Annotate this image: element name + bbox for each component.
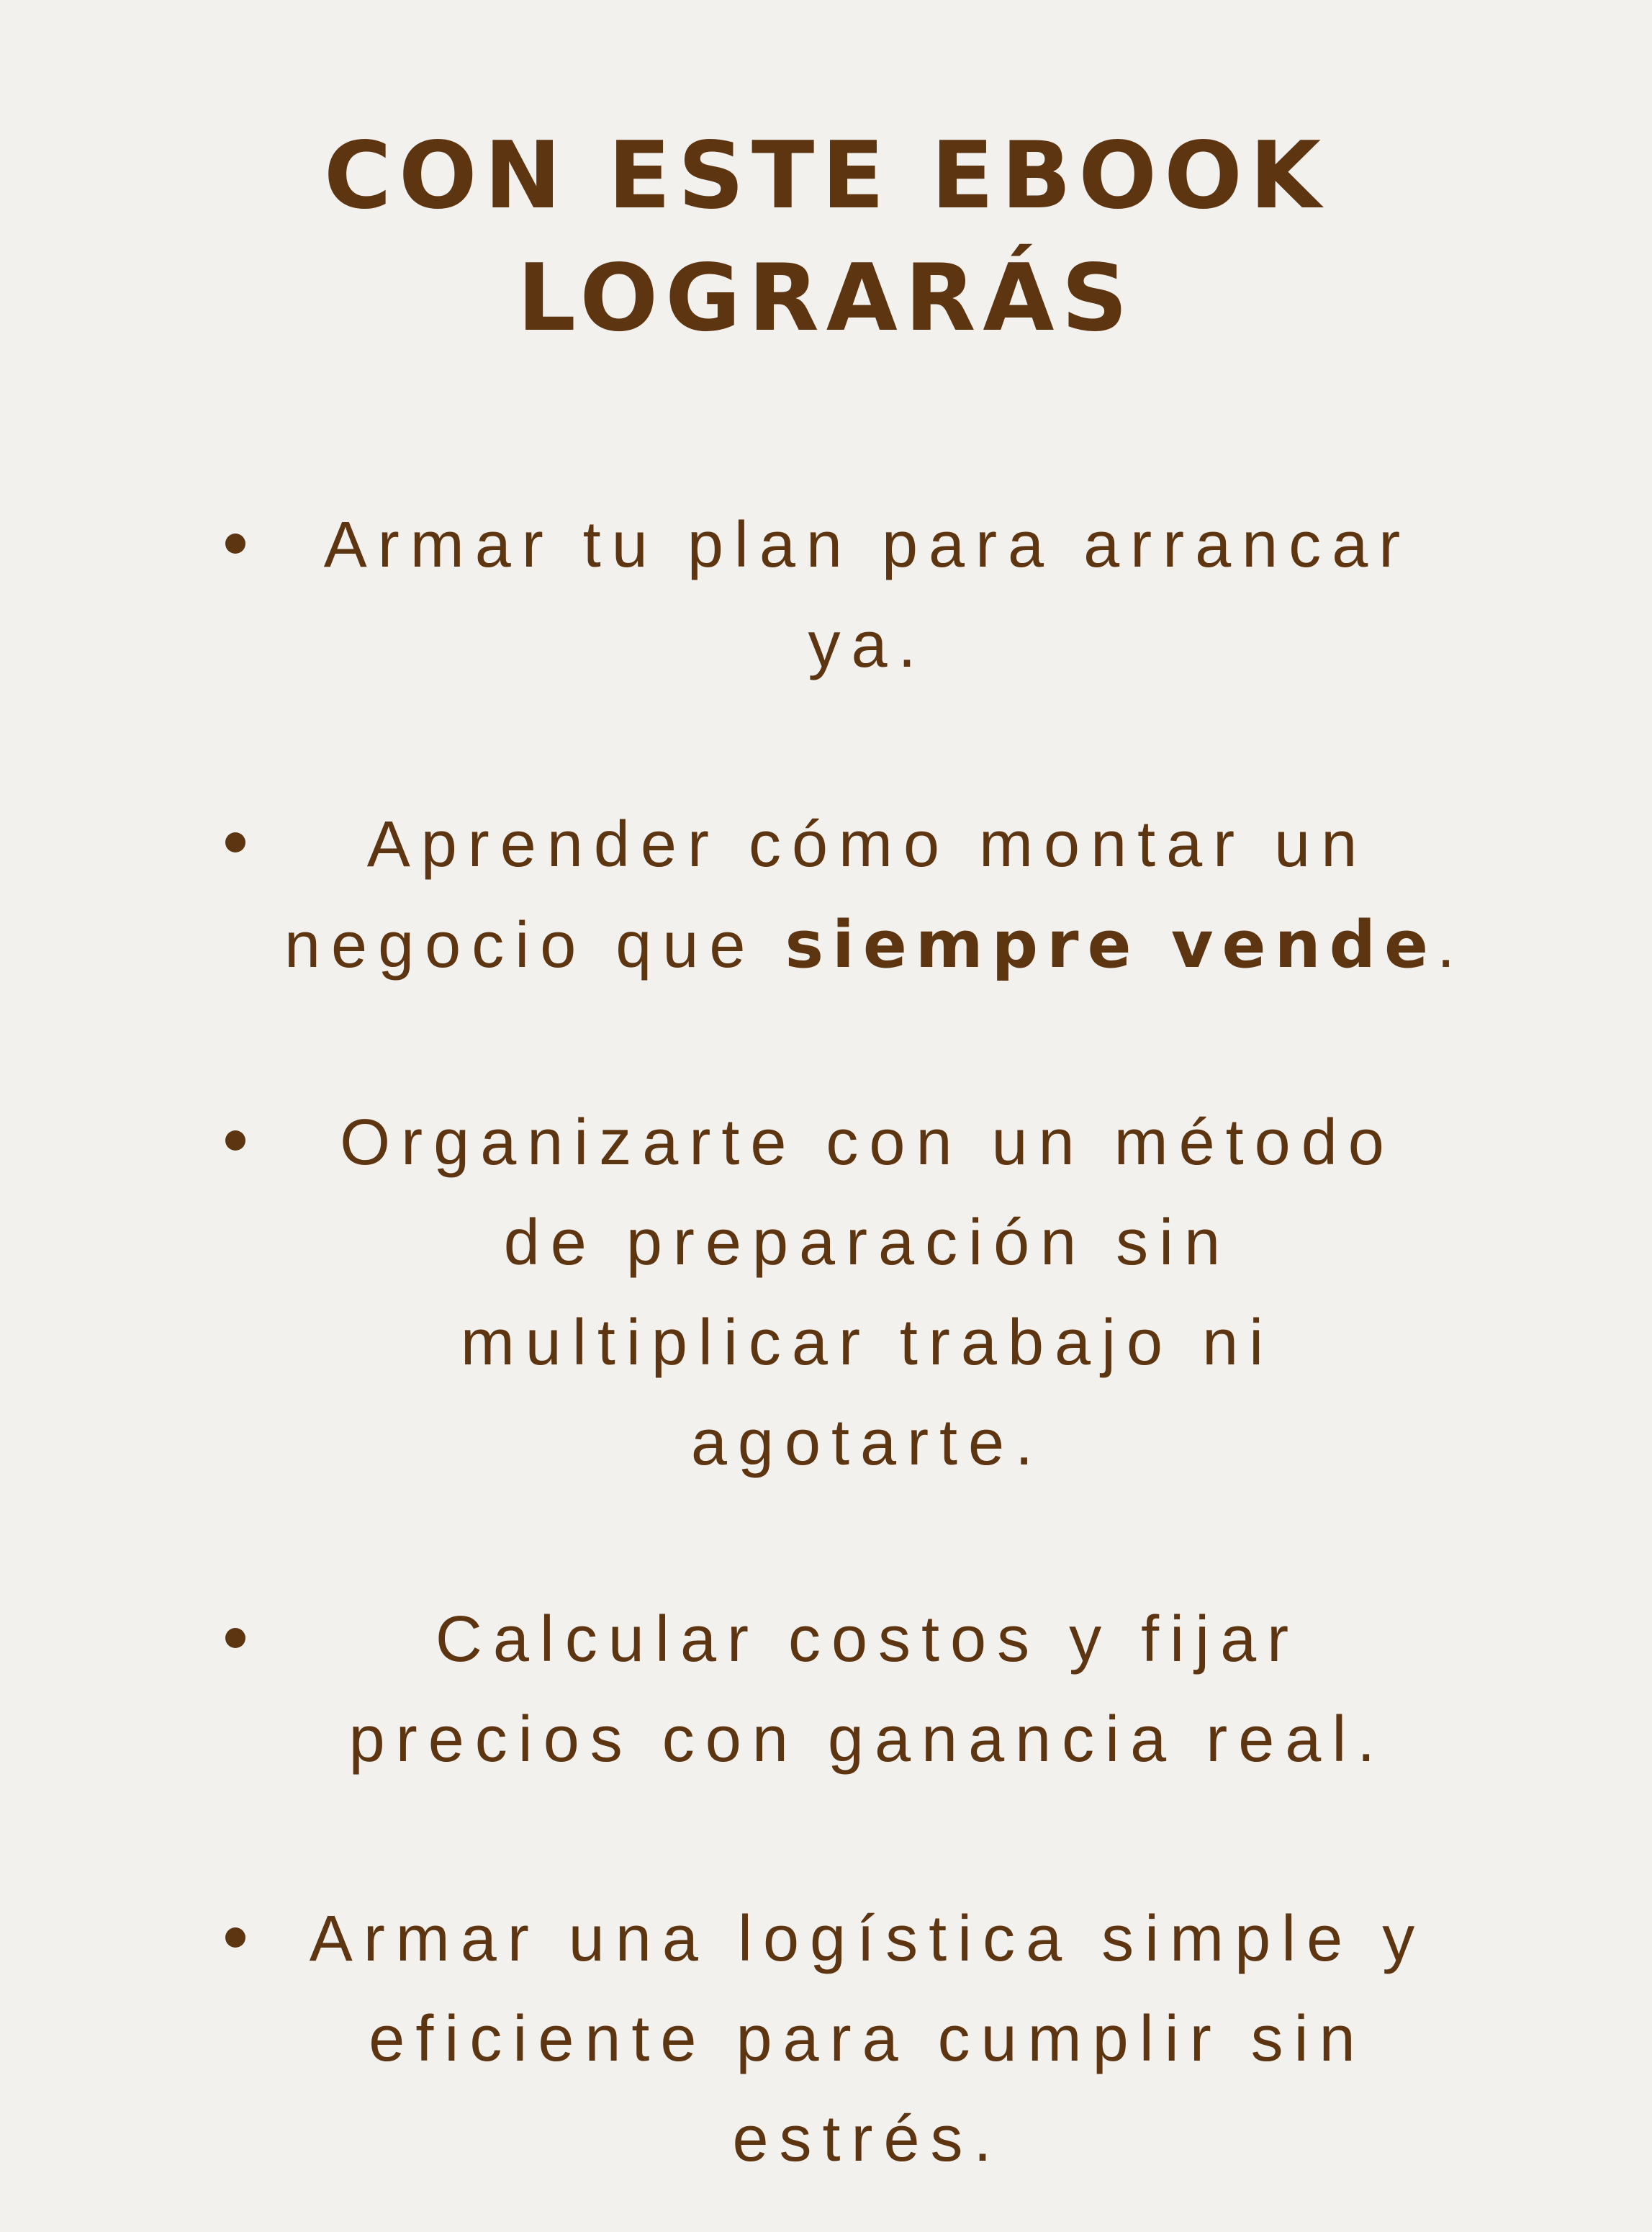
bullet-icon: [225, 1130, 245, 1151]
list-item-text: Aprender cómo montar un negocio que siempre vende.: [284, 809, 1466, 983]
list-item-text: Organizarte con un método de preparación sin multiplicar trabajo ni agotarte.: [340, 1107, 1395, 1479]
bullet-icon: [225, 1628, 245, 1648]
bullet-icon: [225, 1927, 245, 1948]
list-item-text: Armar una logística simple y eficiente para cumplir sin estrés.: [309, 1903, 1426, 2175]
bullet-icon: [225, 832, 245, 852]
bullet-icon: [225, 534, 245, 554]
list-item-text: Calcular costos y fijar precios con ganancia real.: [348, 1603, 1386, 1776]
page-title: [0, 115, 1652, 360]
title-line-1: CON ESTE EBOOK: [323, 122, 1329, 230]
emphasis-text: siempre vende: [785, 907, 1437, 983]
list-item-text: Armar tu plan para arrancar ya.: [323, 509, 1412, 681]
title-line-2: LOGRARÁS: [517, 245, 1135, 352]
